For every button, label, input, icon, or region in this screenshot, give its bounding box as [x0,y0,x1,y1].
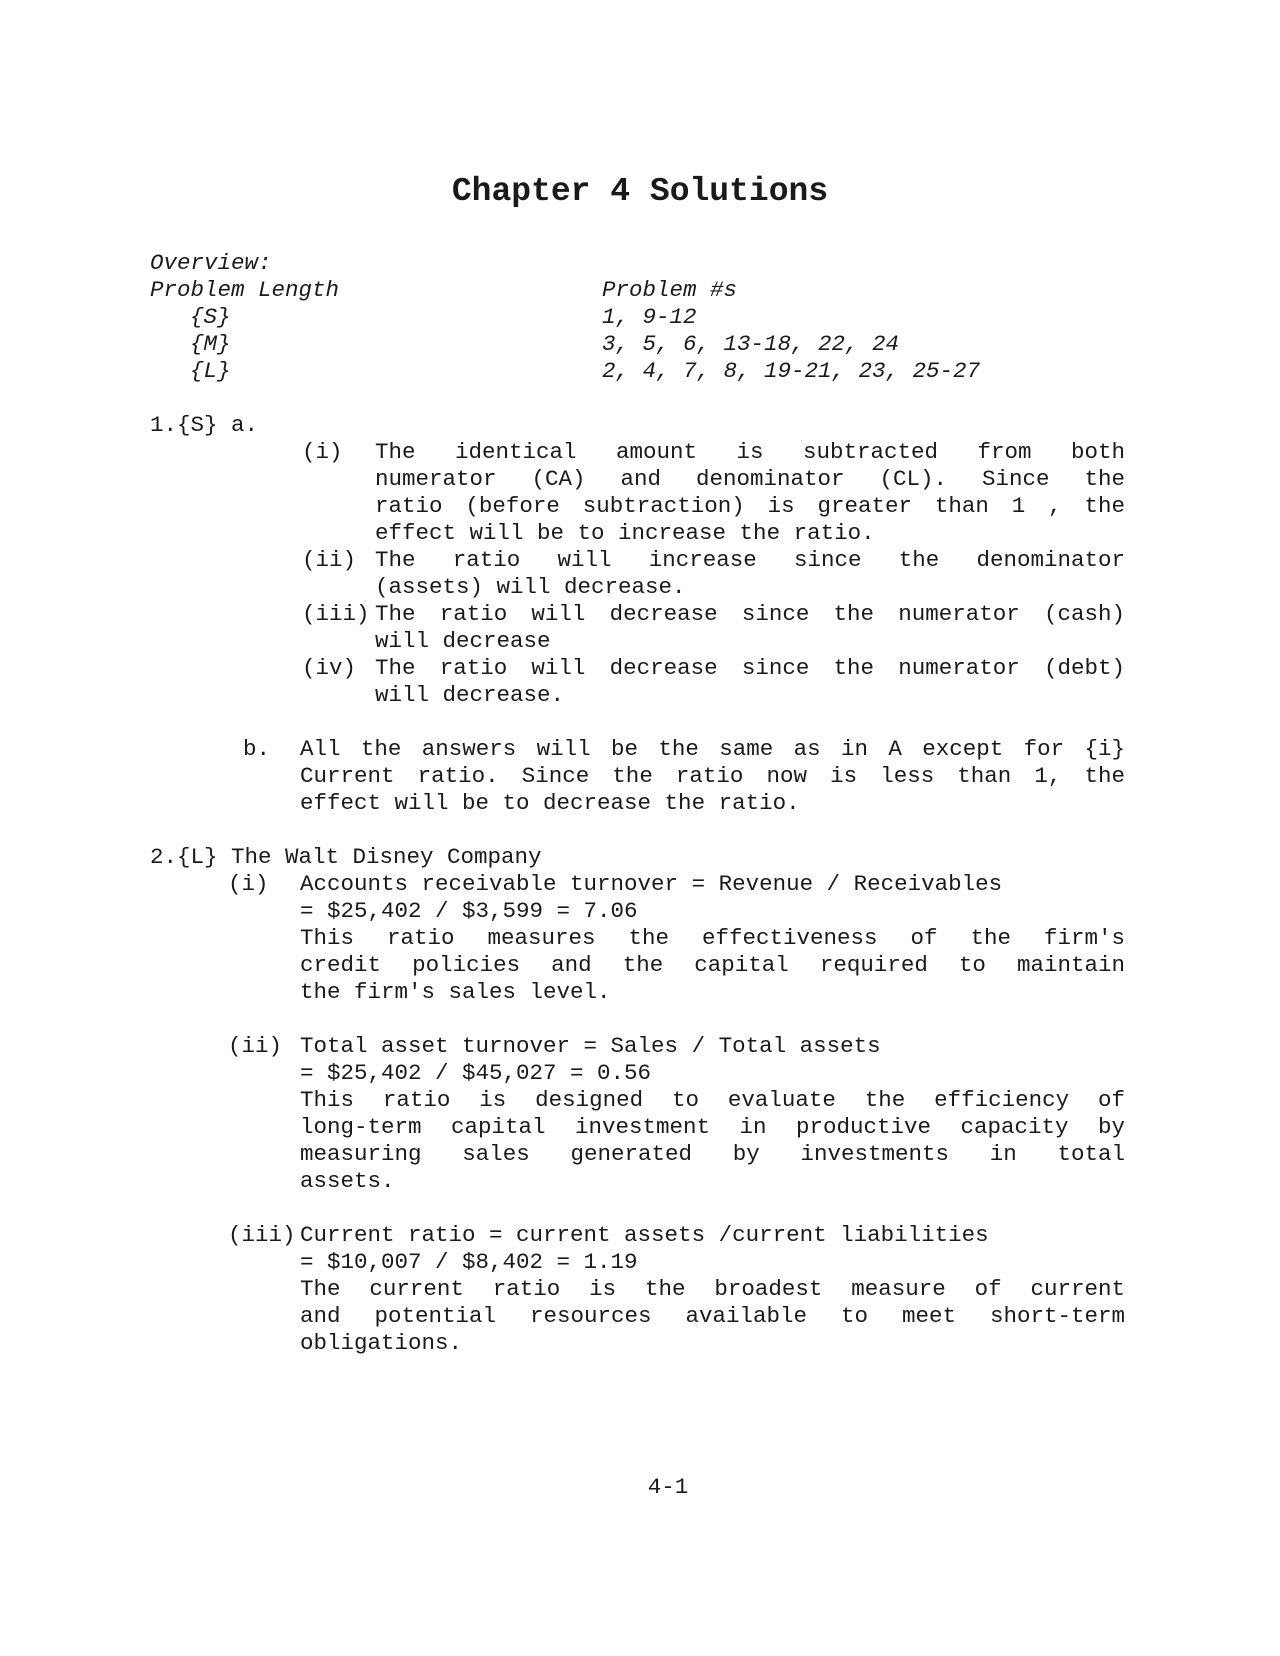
overview-label: Overview: [150,250,272,276]
answer-line: All the answers will be the same as in A except for {i} [300,736,1125,762]
item-number: (ii) [228,1033,283,1059]
page-number: 4-1 [647,1474,689,1500]
page-title: Chapter 4 Solutions [451,173,829,210]
formula: Total asset turnover = Sales / Total assets [300,1033,881,1059]
answer-line: will decrease. [375,682,565,708]
answer-line: measuring sales generated by investments in total [300,1141,1125,1167]
answer-line: effect will be to decrease the ratio. [300,790,800,816]
formula: Current ratio = current assets /current liabilities [300,1222,989,1248]
answer-line: long-term capital investment in productive capacity by [300,1114,1125,1140]
answer-line: obligations. [300,1330,463,1356]
item-number: (ii) [302,547,357,573]
answer-line: The ratio will increase since the denominator [375,547,1125,573]
calculation: = $25,402 / $45,027 = 0.56 [300,1060,652,1086]
part-b-label: b. [243,736,271,762]
item-number: (iii) [302,601,370,627]
item-number: (iii) [228,1222,296,1248]
calculation: = $10,007 / $8,402 = 1.19 [300,1249,638,1275]
overview-length-s: {S} [190,304,231,330]
column-header-problems: Problem #s [602,277,738,303]
answer-line: (assets) will decrease. [375,574,686,600]
answer-line: assets. [300,1168,395,1194]
problem-1-header: 1.{S} a. [150,412,259,438]
answer-line: the firm's sales level. [300,979,611,1005]
answer-line: The identical amount is subtracted from both [375,439,1125,465]
answer-line: will decrease [375,628,551,654]
answer-line: ratio (before subtraction) is greater than 1 , the [375,493,1125,519]
item-number: (i) [302,439,343,465]
overview-problems-l: 2, 4, 7, 8, 19-21, 23, 25-27 [602,358,981,384]
answer-line: This ratio measures the effectiveness of the firm's [300,925,1125,951]
answer-line: and potential resources available to meet short-term [300,1303,1125,1329]
answer-line: Current ratio. Since the ratio now is less than 1, the [300,763,1125,789]
answer-line: numerator (CA) and denominator (CL). Since the [375,466,1125,492]
answer-line: effect will be to increase the ratio. [375,520,875,546]
answer-line: The current ratio is the broadest measure of current [300,1276,1125,1302]
item-number: (i) [228,871,269,897]
answer-line: The ratio will decrease since the numerator (debt) [375,655,1125,681]
answer-line: The ratio will decrease since the numerator (cash) [375,601,1125,627]
answer-line: This ratio is designed to evaluate the efficiency of [300,1087,1125,1113]
overview-length-l: {L} [190,358,231,384]
answer-line: credit policies and the capital required to maintain [300,952,1125,978]
item-number: (iv) [302,655,357,681]
formula: Accounts receivable turnover = Revenue / Receivables [300,871,1003,897]
calculation: = $25,402 / $3,599 = 7.06 [300,898,638,924]
overview-length-m: {M} [190,331,231,357]
column-header-length: Problem Length [150,277,340,303]
overview-problems-m: 3, 5, 6, 13-18, 22, 24 [602,331,900,357]
problem-2-header: 2.{L} The Walt Disney Company [150,844,542,870]
overview-problems-s: 1, 9-12 [602,304,697,330]
